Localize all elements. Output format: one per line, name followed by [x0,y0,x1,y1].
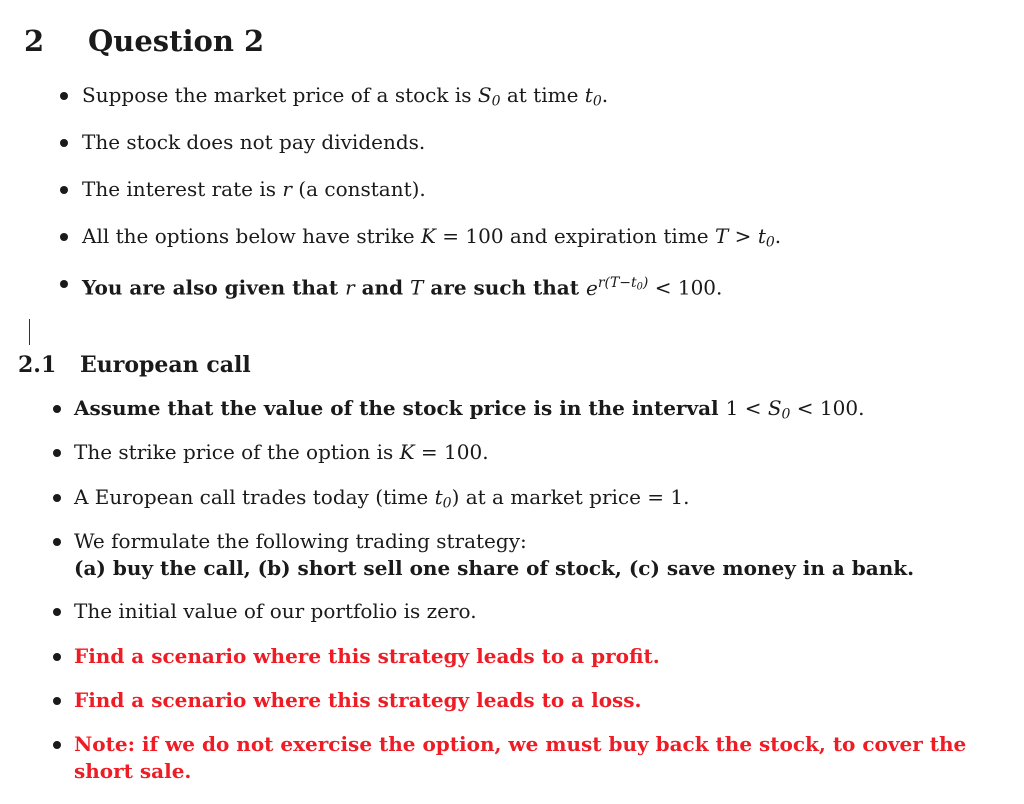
section-title: Question 2 [88,24,265,58]
bullet-item: The strike price of the option is K = 100. [74,440,489,464]
bullet-marker [53,697,61,705]
bullet-marker [60,92,68,100]
math-exponential: $e^{r(T-t_0)}$ [585,275,649,300]
bullet-item: Suppose the market price of a stock is $S_0$ at time $t_0$. [82,83,609,110]
bullet-marker [53,449,61,457]
bullet-item: Assume that the value of the stock price is in the interval $1 < S_0 < 100$. [74,396,865,423]
bullet-item: The stock does not pay dividends. [82,130,426,154]
subsection-number: 2.1 [18,352,57,378]
bullet-item: The interest rate is r (a constant). [82,177,426,201]
bullet-item: The initial value of our portfolio is zero. [74,599,477,623]
bullet-marker [53,653,61,661]
math-s0: $S_0$ [477,83,501,110]
section-number: 2 [24,24,45,58]
bullet-marker [60,186,68,194]
bullet-item: All the options below have strike K = 100 and expiration time $T > t_0$. [82,224,782,251]
text-cursor [29,319,30,345]
bullet-marker [60,280,68,288]
bullet-marker [60,139,68,147]
bullet-item: Find a scenario where this strategy leads to a profit. [74,644,660,668]
bullet-marker [53,494,61,502]
bullet-item: A European call trades today (time $t_0$) at a market price = 1. [74,485,690,512]
math-t0: $t_0$ [584,83,602,110]
bullet-marker [53,538,61,546]
bullet-item: Find a scenario where this strategy leads to a loss. [74,688,642,712]
bullet-marker [53,405,61,413]
bullet-item: We formulate the following trading strategy: (a) buy the call, (b) short sell one share of stock, (c) save money in a bank. [74,529,915,580]
subsection-title: European call [80,352,251,378]
bullet-marker [53,741,61,749]
bullet-item: Note: if we do not exercise the option, we must buy back the stock, to cover the short sale. [74,732,967,783]
bullet-marker [53,608,61,616]
bullet-item: You are also given that r and T are such that $e^{r(T-t_0)} < 100$. [82,275,723,300]
bullet-marker [60,233,68,241]
